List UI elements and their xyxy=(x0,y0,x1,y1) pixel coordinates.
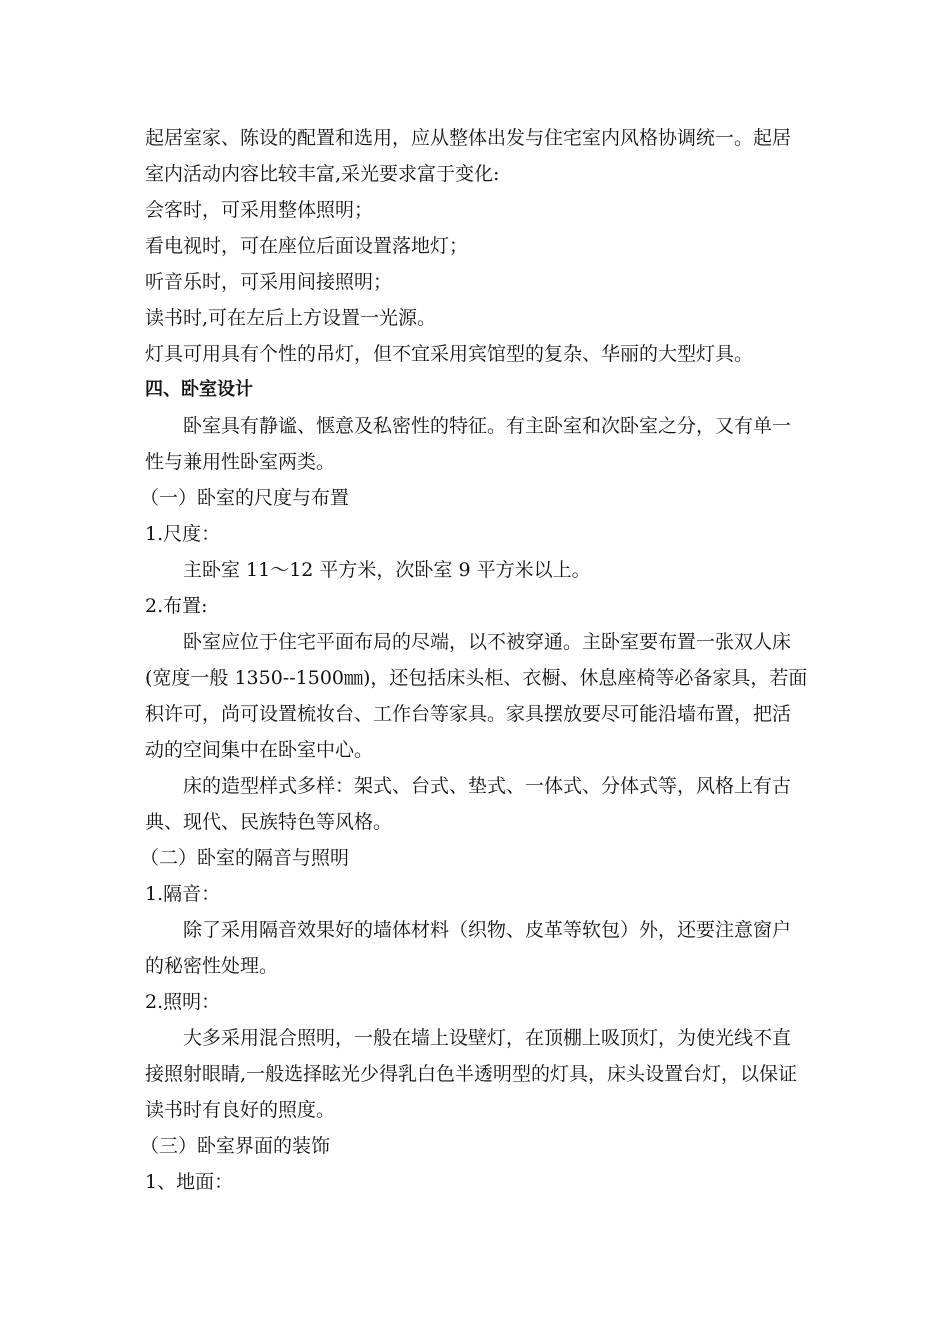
text-line: 起居室家、陈设的配置和选用，应从整体出发与住宅室内风格协调统一。起居 xyxy=(145,127,792,149)
text-line: 听音乐时，可采用间接照明； xyxy=(145,271,393,293)
subsection-heading: （一）卧室的尺度与布置 xyxy=(140,487,350,509)
section-heading: 四、卧室设计 xyxy=(145,379,253,400)
text-line: 积许可，尚可设置梳妆台、工作台等家具。家具摆放要尽可能沿墙布置，把活 xyxy=(145,703,792,725)
text-line: 动的空间集中在卧室中心。 xyxy=(145,739,374,761)
text-line: 典、现代、民族特色等风格。 xyxy=(145,811,393,833)
paragraph-first-line: 主卧室 11～12 平方米，次卧室 9 平方米以上。 xyxy=(183,559,591,581)
text-line: 灯具可用具有个性的吊灯，但不宜采用宾馆型的复杂、华丽的大型灯具。 xyxy=(145,343,754,365)
item-heading: 1.尺度： xyxy=(145,523,221,545)
item-heading: 1.隔音： xyxy=(145,883,221,905)
subsection-heading: （二）卧室的隔音与照明 xyxy=(140,847,350,869)
item-heading: 2.布置: xyxy=(145,595,208,617)
text-line: 接照射眼睛,一般选择眩光少得乳白色半透明型的灯具，床头设置台灯，以保证 xyxy=(145,1063,798,1085)
paragraph-first-line: 除了采用隔音效果好的墙体材料（织物、皮革等软包）外，还要注意窗户 xyxy=(183,919,792,941)
text-line: 的秘密性处理。 xyxy=(145,955,279,977)
subsection-heading: （三）卧室界面的装饰 xyxy=(140,1135,331,1157)
text-line: 性与兼用性卧室两类。 xyxy=(145,451,336,473)
paragraph-first-line: 大多采用混合照明，一般在墙上设壁灯，在顶棚上吸顶灯，为使光线不直 xyxy=(183,1027,792,1049)
paragraph-first-line: 床的造型样式多样：架式、台式、垫式、一体式、分体式等，风格上有古 xyxy=(183,775,792,797)
text-line: 室内活动内容比较丰富,采光要求富于变化: xyxy=(145,163,500,185)
item-heading: 2.照明： xyxy=(145,991,221,1013)
text-line: 会客时，可采用整体照明； xyxy=(145,199,374,221)
text-line: (宽度一般 1350--1500㎜)，还包括床头柜、衣橱、休息座椅等必备家具，若面 xyxy=(145,667,808,689)
item-heading: 1、地面： xyxy=(145,1171,234,1193)
paragraph-first-line: 卧室具有静谧、惬意及私密性的特征。有主卧室和次卧室之分，又有单一 xyxy=(183,415,792,437)
text-line: 看电视时，可在座位后面设置落地灯； xyxy=(145,235,469,257)
text-line: 读书时有良好的照度。 xyxy=(145,1099,336,1121)
text-line: 读书时,可在左后上方设置一光源。 xyxy=(145,307,437,329)
document-body xyxy=(140,120,810,1200)
paragraph-first-line: 卧室应位于住宅平面布局的尽端，以不被穿通。主卧室要布置一张双人床 xyxy=(183,631,792,653)
